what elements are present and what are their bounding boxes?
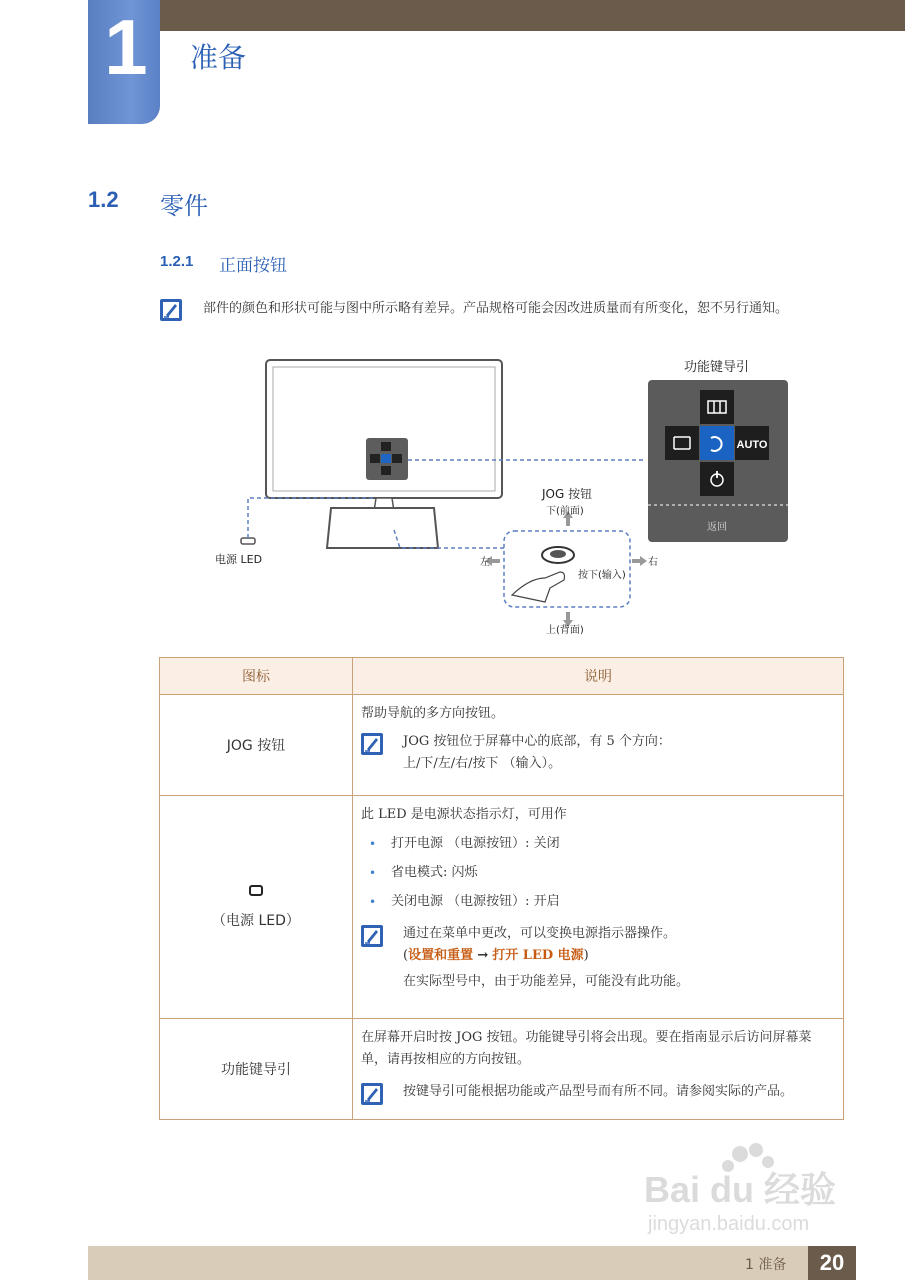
power-led-icon	[249, 885, 263, 896]
power-led-note-line3: 在实际型号中，由于功能差异，可能没有此功能。	[403, 974, 690, 989]
row-icon-jog: JOG 按钮	[160, 695, 353, 796]
subsection-number: 1.2.1	[160, 253, 194, 270]
return-label: 返回	[707, 522, 727, 533]
parts-table	[159, 657, 844, 1120]
direction-down-label: 下(前面)	[546, 506, 584, 517]
function-key-guide-title: 功能键导引	[684, 360, 750, 375]
power-led-caption: （电源 LED）	[212, 913, 300, 929]
table-row	[160, 695, 844, 796]
auto-key-label: AUTO	[736, 439, 768, 451]
row-icon-power-led	[160, 796, 353, 1019]
table-row	[160, 796, 844, 1019]
jog-note-line2: 上/下/左/右/按下 （输入）。	[403, 756, 562, 771]
jog-note-line1: JOG 按钮位于屏幕中心的底部，有 5 个方向：	[403, 734, 671, 749]
function-guide-note-line1: 按键导引可能根据功能或产品型号而有所不同。请参阅实际的产品。	[403, 1084, 794, 1099]
power-led-label: 电源 LED	[215, 553, 263, 566]
note-icon	[160, 299, 182, 321]
row-desc-jog	[353, 695, 844, 796]
page-number: 20	[808, 1246, 856, 1280]
top-header-bar	[160, 0, 905, 31]
direction-up-label: 上(背面)	[546, 625, 584, 636]
section-number: 1.2	[88, 187, 119, 212]
menu-link-power-led-on[interactable]: 打开 LED 电源	[492, 948, 584, 963]
direction-left-label: 左	[480, 557, 490, 568]
footer-bar	[88, 1246, 808, 1280]
direction-right-label: 右	[648, 557, 658, 568]
list-item: • 省电模式: 闪烁	[361, 862, 835, 884]
chapter-title: 准备	[190, 41, 247, 74]
power-led-note-line1: 通过在菜单中更改，可以变换电源指示器操作。	[403, 926, 677, 941]
jog-note	[361, 731, 835, 775]
header-description: 说明	[353, 658, 844, 695]
header-icon: 图标	[160, 658, 353, 695]
section-title: 零件	[160, 192, 208, 220]
note-text: 部件的颜色和形状可能与图中所示略有差异。产品规格可能会因改进质量而有所变化，恕不另行通知。	[203, 301, 789, 316]
arrow-right-icon: →	[477, 948, 489, 963]
power-led-description: 此 LED 是电源状态指示灯，可用作	[361, 807, 567, 822]
chapter-number: 1	[104, 3, 148, 91]
note-icon	[361, 925, 383, 947]
table-row	[160, 1019, 844, 1120]
row-desc-power-led	[353, 796, 844, 1019]
menu-link-settings-reset[interactable]: 设置和重置	[408, 948, 474, 963]
direction-press-label: 按下(输入)	[578, 570, 626, 581]
monitor-diagram	[200, 350, 800, 650]
note-icon	[361, 733, 383, 755]
table-header-row	[160, 658, 844, 695]
footer-chapter-label: 1 准备	[745, 1257, 787, 1273]
function-guide-description: 在屏幕开启时按 JOG 按钮。功能键导引将会出现。要在指南显示后访问屏幕菜单，请再按相应的方向按钮。	[361, 1030, 812, 1067]
power-led-note	[361, 923, 835, 993]
list-item: • 关闭电源 （电源按钮）: 开启	[361, 891, 835, 913]
subsection-title: 正面按钮	[219, 256, 287, 276]
baidu-watermark	[640, 1140, 860, 1240]
note-icon	[361, 1083, 383, 1105]
row-icon-function-guide: 功能键导引	[160, 1019, 353, 1120]
jog-button-label: JOG 按钮	[542, 487, 593, 501]
function-guide-note	[361, 1081, 835, 1103]
watermark-line2: jingyan.baidu.com	[648, 1213, 810, 1235]
jog-description: 帮助导航的多方向按钮。	[361, 706, 505, 721]
list-item: • 打开电源 （电源按钮）: 关闭	[361, 833, 835, 855]
power-led-note-path: (设置和重置 → 打开 LED 电源)	[403, 948, 589, 963]
row-desc-function-guide	[353, 1019, 844, 1120]
watermark-line1: Bai du 经验	[644, 1169, 837, 1210]
